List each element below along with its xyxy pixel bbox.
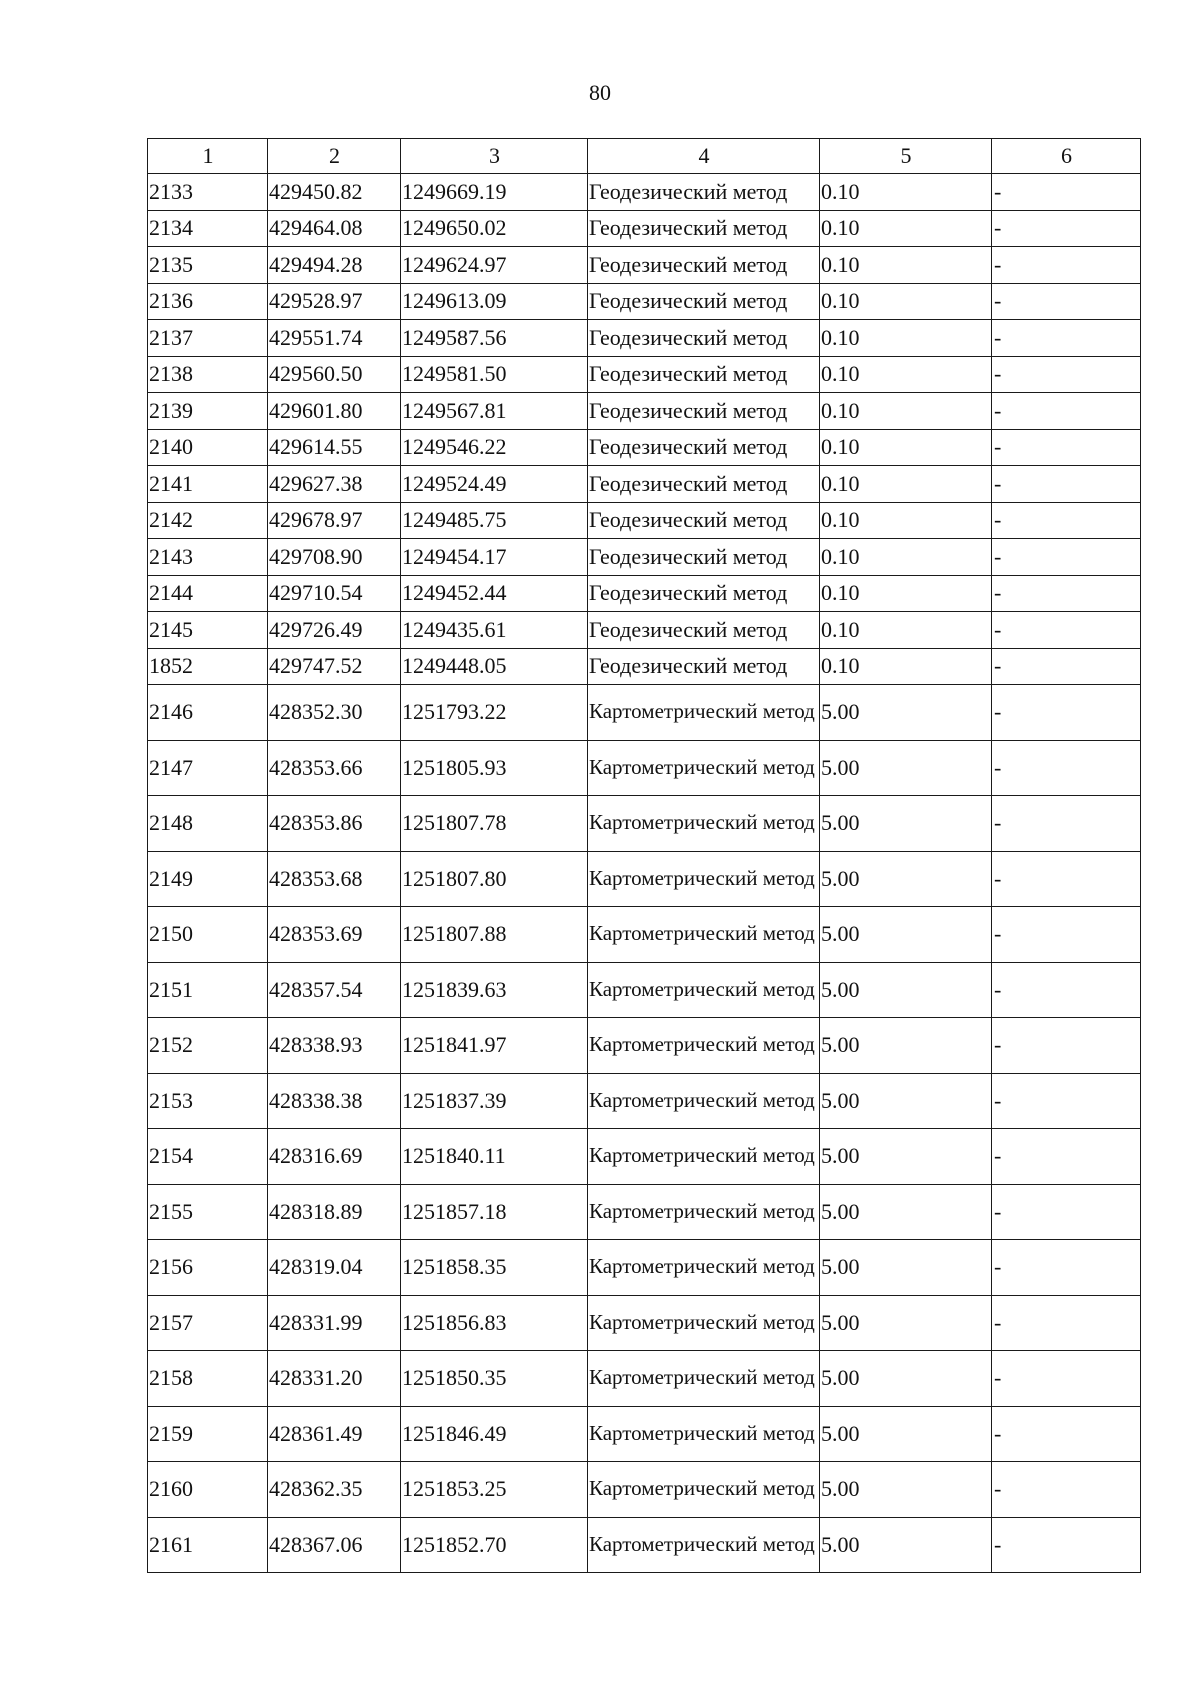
- accuracy-cell: 5.00: [820, 796, 992, 852]
- table-header: [148, 139, 1141, 174]
- accuracy-cell: 5.00: [820, 962, 992, 1018]
- x-coordinate-cell: 428352.30: [268, 685, 401, 741]
- method-cell: Картометрический метод: [588, 1462, 820, 1518]
- note-cell: -: [992, 1018, 1141, 1074]
- method-cell: Картометрический метод: [588, 1406, 820, 1462]
- point-number-cell: 2152: [148, 1018, 268, 1074]
- table-row: [148, 740, 1141, 796]
- y-coordinate-cell: 1251839.63: [401, 962, 588, 1018]
- method-cell: Картометрический метод: [588, 907, 820, 963]
- point-number-cell: 2154: [148, 1129, 268, 1185]
- table-row: [148, 1351, 1141, 1407]
- table-row: [148, 502, 1141, 539]
- note-cell: -: [992, 648, 1141, 685]
- point-number-cell: 2141: [148, 466, 268, 503]
- note-cell: -: [992, 612, 1141, 649]
- point-number-cell: 2151: [148, 962, 268, 1018]
- note-cell: -: [992, 283, 1141, 320]
- point-number-cell: 2139: [148, 393, 268, 430]
- y-coordinate-cell: 1251850.35: [401, 1351, 588, 1407]
- accuracy-cell: 0.10: [820, 502, 992, 539]
- point-number-cell: 2138: [148, 356, 268, 393]
- accuracy-cell: 5.00: [820, 740, 992, 796]
- note-cell: -: [992, 429, 1141, 466]
- note-cell: -: [992, 247, 1141, 284]
- method-cell: Геодезический метод: [588, 210, 820, 247]
- y-coordinate-cell: 1251807.80: [401, 851, 588, 907]
- x-coordinate-cell: 429450.82: [268, 174, 401, 211]
- accuracy-cell: 0.10: [820, 648, 992, 685]
- method-cell: Картометрический метод: [588, 685, 820, 741]
- method-cell: Геодезический метод: [588, 648, 820, 685]
- y-coordinate-cell: 1251805.93: [401, 740, 588, 796]
- y-coordinate-cell: 1249669.19: [401, 174, 588, 211]
- accuracy-cell: 0.10: [820, 210, 992, 247]
- x-coordinate-cell: 429678.97: [268, 502, 401, 539]
- method-cell: Картометрический метод: [588, 1351, 820, 1407]
- method-cell: Геодезический метод: [588, 356, 820, 393]
- table-row: [148, 1073, 1141, 1129]
- accuracy-cell: 5.00: [820, 1517, 992, 1573]
- x-coordinate-cell: 429710.54: [268, 575, 401, 612]
- y-coordinate-cell: 1249546.22: [401, 429, 588, 466]
- y-coordinate-cell: 1251837.39: [401, 1073, 588, 1129]
- accuracy-cell: 0.10: [820, 612, 992, 649]
- accuracy-cell: 0.10: [820, 429, 992, 466]
- y-coordinate-cell: 1249448.05: [401, 648, 588, 685]
- x-coordinate-cell: 429747.52: [268, 648, 401, 685]
- x-coordinate-cell: 428362.35: [268, 1462, 401, 1518]
- method-cell: Геодезический метод: [588, 575, 820, 612]
- point-number-cell: 2145: [148, 612, 268, 649]
- point-number-cell: 2135: [148, 247, 268, 284]
- note-cell: -: [992, 502, 1141, 539]
- y-coordinate-cell: 1249485.75: [401, 502, 588, 539]
- table-row: [148, 1184, 1141, 1240]
- y-coordinate-cell: 1249454.17: [401, 539, 588, 576]
- note-cell: -: [992, 210, 1141, 247]
- x-coordinate-cell: 428319.04: [268, 1240, 401, 1296]
- table-row: [148, 247, 1141, 284]
- x-coordinate-cell: 429494.28: [268, 247, 401, 284]
- y-coordinate-cell: 1249587.56: [401, 320, 588, 357]
- column-header-3: 3: [401, 139, 588, 174]
- y-coordinate-cell: 1251852.70: [401, 1517, 588, 1573]
- method-cell: Геодезический метод: [588, 612, 820, 649]
- point-number-cell: 2142: [148, 502, 268, 539]
- method-cell: Картометрический метод: [588, 1295, 820, 1351]
- y-coordinate-cell: 1249524.49: [401, 466, 588, 503]
- point-number-cell: 2137: [148, 320, 268, 357]
- point-number-cell: 2157: [148, 1295, 268, 1351]
- accuracy-cell: 0.10: [820, 247, 992, 284]
- x-coordinate-cell: 428367.06: [268, 1517, 401, 1573]
- accuracy-cell: 0.10: [820, 539, 992, 576]
- table-row: [148, 210, 1141, 247]
- point-number-cell: 2150: [148, 907, 268, 963]
- column-header-5: 5: [820, 139, 992, 174]
- accuracy-cell: 0.10: [820, 575, 992, 612]
- page-number: 80: [589, 80, 611, 105]
- point-number-cell: 2153: [148, 1073, 268, 1129]
- point-number-cell: 2155: [148, 1184, 268, 1240]
- note-cell: -: [992, 1295, 1141, 1351]
- y-coordinate-cell: 1249567.81: [401, 393, 588, 430]
- accuracy-cell: 5.00: [820, 1406, 992, 1462]
- x-coordinate-cell: 428316.69: [268, 1129, 401, 1185]
- column-header-6: 6: [992, 139, 1141, 174]
- note-cell: -: [992, 1184, 1141, 1240]
- method-cell: Картометрический метод: [588, 1517, 820, 1573]
- y-coordinate-cell: 1251841.97: [401, 1018, 588, 1074]
- accuracy-cell: 0.10: [820, 283, 992, 320]
- note-cell: -: [992, 1351, 1141, 1407]
- y-coordinate-cell: 1251807.78: [401, 796, 588, 852]
- x-coordinate-cell: 428353.68: [268, 851, 401, 907]
- point-number-cell: 2146: [148, 685, 268, 741]
- y-coordinate-cell: 1249452.44: [401, 575, 588, 612]
- table-row: [148, 685, 1141, 741]
- point-number-cell: 2143: [148, 539, 268, 576]
- note-cell: -: [992, 962, 1141, 1018]
- method-cell: Картометрический метод: [588, 1184, 820, 1240]
- header-row: [148, 139, 1141, 174]
- note-cell: -: [992, 1406, 1141, 1462]
- table-row: [148, 1018, 1141, 1074]
- method-cell: Геодезический метод: [588, 393, 820, 430]
- table-row: [148, 539, 1141, 576]
- note-cell: -: [992, 539, 1141, 576]
- note-cell: -: [992, 575, 1141, 612]
- y-coordinate-cell: 1249435.61: [401, 612, 588, 649]
- note-cell: -: [992, 1240, 1141, 1296]
- point-number-cell: 2159: [148, 1406, 268, 1462]
- table-row: [148, 1129, 1141, 1185]
- table-row: [148, 1406, 1141, 1462]
- y-coordinate-cell: 1249581.50: [401, 356, 588, 393]
- point-number-cell: 2144: [148, 575, 268, 612]
- x-coordinate-cell: 428331.99: [268, 1295, 401, 1351]
- method-cell: Геодезический метод: [588, 429, 820, 466]
- accuracy-cell: 0.10: [820, 174, 992, 211]
- method-cell: Геодезический метод: [588, 539, 820, 576]
- method-cell: Картометрический метод: [588, 796, 820, 852]
- point-number-cell: 1852: [148, 648, 268, 685]
- x-coordinate-cell: 429614.55: [268, 429, 401, 466]
- accuracy-cell: 0.10: [820, 466, 992, 503]
- table-row: [148, 648, 1141, 685]
- accuracy-cell: 0.10: [820, 356, 992, 393]
- method-cell: Картометрический метод: [588, 1018, 820, 1074]
- note-cell: -: [992, 356, 1141, 393]
- note-cell: -: [992, 174, 1141, 211]
- table-row: [148, 1462, 1141, 1518]
- y-coordinate-cell: 1251857.18: [401, 1184, 588, 1240]
- x-coordinate-cell: 428353.66: [268, 740, 401, 796]
- accuracy-cell: 5.00: [820, 1295, 992, 1351]
- note-cell: -: [992, 851, 1141, 907]
- method-cell: Геодезический метод: [588, 502, 820, 539]
- x-coordinate-cell: 429601.80: [268, 393, 401, 430]
- accuracy-cell: 0.10: [820, 393, 992, 430]
- coordinates-table: [147, 138, 1141, 1573]
- x-coordinate-cell: 429528.97: [268, 283, 401, 320]
- x-coordinate-cell: 429560.50: [268, 356, 401, 393]
- accuracy-cell: 5.00: [820, 1129, 992, 1185]
- note-cell: -: [992, 796, 1141, 852]
- method-cell: Геодезический метод: [588, 283, 820, 320]
- table-row: [148, 575, 1141, 612]
- table-row: [148, 1240, 1141, 1296]
- note-cell: -: [992, 1462, 1141, 1518]
- method-cell: Геодезический метод: [588, 174, 820, 211]
- y-coordinate-cell: 1251807.88: [401, 907, 588, 963]
- accuracy-cell: 5.00: [820, 685, 992, 741]
- accuracy-cell: 5.00: [820, 851, 992, 907]
- x-coordinate-cell: 428357.54: [268, 962, 401, 1018]
- note-cell: -: [992, 466, 1141, 503]
- table-row: [148, 1517, 1141, 1573]
- point-number-cell: 2134: [148, 210, 268, 247]
- x-coordinate-cell: 428338.93: [268, 1018, 401, 1074]
- note-cell: -: [992, 685, 1141, 741]
- point-number-cell: 2133: [148, 174, 268, 211]
- table-row: [148, 796, 1141, 852]
- x-coordinate-cell: 429708.90: [268, 539, 401, 576]
- accuracy-cell: 5.00: [820, 1184, 992, 1240]
- point-number-cell: 2161: [148, 1517, 268, 1573]
- table-row: [148, 612, 1141, 649]
- method-cell: Геодезический метод: [588, 466, 820, 503]
- y-coordinate-cell: 1251853.25: [401, 1462, 588, 1518]
- method-cell: Картометрический метод: [588, 1240, 820, 1296]
- point-number-cell: 2140: [148, 429, 268, 466]
- point-number-cell: 2136: [148, 283, 268, 320]
- y-coordinate-cell: 1249613.09: [401, 283, 588, 320]
- table-row: [148, 174, 1141, 211]
- point-number-cell: 2158: [148, 1351, 268, 1407]
- table-row: [148, 851, 1141, 907]
- note-cell: -: [992, 907, 1141, 963]
- column-header-4: 4: [588, 139, 820, 174]
- point-number-cell: 2156: [148, 1240, 268, 1296]
- table-row: [148, 466, 1141, 503]
- x-coordinate-cell: 429726.49: [268, 612, 401, 649]
- point-number-cell: 2147: [148, 740, 268, 796]
- x-coordinate-cell: 429551.74: [268, 320, 401, 357]
- method-cell: Картометрический метод: [588, 740, 820, 796]
- method-cell: Геодезический метод: [588, 247, 820, 284]
- accuracy-cell: 5.00: [820, 1351, 992, 1407]
- x-coordinate-cell: 428331.20: [268, 1351, 401, 1407]
- y-coordinate-cell: 1249624.97: [401, 247, 588, 284]
- accuracy-cell: 5.00: [820, 1018, 992, 1074]
- y-coordinate-cell: 1251856.83: [401, 1295, 588, 1351]
- y-coordinate-cell: 1251846.49: [401, 1406, 588, 1462]
- x-coordinate-cell: 428361.49: [268, 1406, 401, 1462]
- table-row: [148, 356, 1141, 393]
- accuracy-cell: 0.10: [820, 320, 992, 357]
- x-coordinate-cell: 428353.69: [268, 907, 401, 963]
- x-coordinate-cell: 428353.86: [268, 796, 401, 852]
- x-coordinate-cell: 429627.38: [268, 466, 401, 503]
- method-cell: Картометрический метод: [588, 851, 820, 907]
- point-number-cell: 2149: [148, 851, 268, 907]
- note-cell: -: [992, 320, 1141, 357]
- note-cell: -: [992, 393, 1141, 430]
- method-cell: Картометрический метод: [588, 962, 820, 1018]
- method-cell: Картометрический метод: [588, 1073, 820, 1129]
- table-row: [148, 393, 1141, 430]
- point-number-cell: 2160: [148, 1462, 268, 1518]
- column-header-2: 2: [268, 139, 401, 174]
- note-cell: -: [992, 740, 1141, 796]
- method-cell: Картометрический метод: [588, 1129, 820, 1185]
- table-row: [148, 962, 1141, 1018]
- accuracy-cell: 5.00: [820, 907, 992, 963]
- accuracy-cell: 5.00: [820, 1462, 992, 1518]
- table-body: [148, 174, 1141, 1573]
- y-coordinate-cell: 1251840.11: [401, 1129, 588, 1185]
- note-cell: -: [992, 1129, 1141, 1185]
- y-coordinate-cell: 1251858.35: [401, 1240, 588, 1296]
- accuracy-cell: 5.00: [820, 1240, 992, 1296]
- table-row: [148, 1295, 1141, 1351]
- y-coordinate-cell: 1249650.02: [401, 210, 588, 247]
- y-coordinate-cell: 1251793.22: [401, 685, 588, 741]
- table-row: [148, 283, 1141, 320]
- table-row: [148, 320, 1141, 357]
- table-row: [148, 429, 1141, 466]
- x-coordinate-cell: 428318.89: [268, 1184, 401, 1240]
- x-coordinate-cell: 428338.38: [268, 1073, 401, 1129]
- accuracy-cell: 5.00: [820, 1073, 992, 1129]
- method-cell: Геодезический метод: [588, 320, 820, 357]
- note-cell: -: [992, 1073, 1141, 1129]
- column-header-1: 1: [148, 139, 268, 174]
- note-cell: -: [992, 1517, 1141, 1573]
- table-row: [148, 907, 1141, 963]
- x-coordinate-cell: 429464.08: [268, 210, 401, 247]
- point-number-cell: 2148: [148, 796, 268, 852]
